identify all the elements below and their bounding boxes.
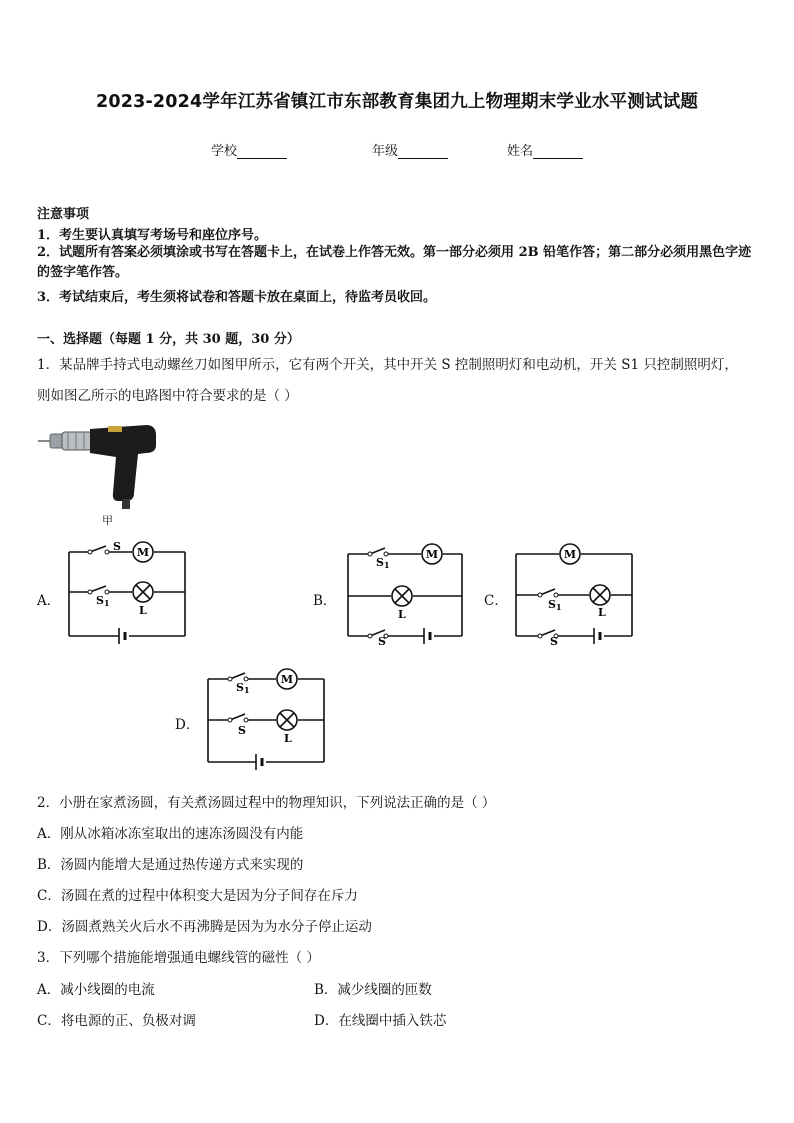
switch-s1-sub: 1 xyxy=(104,598,110,608)
circuit-b xyxy=(342,540,468,648)
q1-figure-caption: 甲 xyxy=(102,514,113,527)
q3-option-a: A．减小线圈的电流 xyxy=(37,982,155,998)
switch-s1-sub: 1 xyxy=(244,685,250,695)
lamp-label: L xyxy=(398,608,406,621)
circuit-c xyxy=(510,540,636,648)
motor-label: M xyxy=(425,548,439,561)
q2-stem: 2．小册在家煮汤圆，有关煮汤圆过程中的物理知识，下列说法正确的是（ ） xyxy=(37,795,496,811)
notice-item-2: 2．试题所有答案必须填涂或书写在答题卡上，在试卷上作答无效。第一部分必须用 2B 铅笔作答；第二部分必须用黑色字迹的签字笔作答。 xyxy=(37,245,752,280)
notice-heading: 注意事项 xyxy=(37,207,90,222)
q1-option-b-label: B． xyxy=(313,593,337,609)
motor-label: M xyxy=(136,546,150,559)
name-label: 姓名 xyxy=(507,144,534,159)
q2-option-a: A．刚从冰箱冰冻室取出的速冻汤圆没有内能 xyxy=(37,826,304,842)
q1-option-a-label: A． xyxy=(37,593,61,609)
notice-item-3: 3．考试结束后，考生须将试卷和答题卡放在桌面上，待监考员收回。 xyxy=(37,290,437,305)
motor-label: M xyxy=(280,673,294,686)
switch-s1-label: S xyxy=(376,556,384,569)
name-blank xyxy=(533,144,583,159)
q1-stem-line1: 1．某品牌手持式电动螺丝刀如图甲所示，它有两个开关，其中开关 S 控制照明灯和电动机，开关 S1 只控制照明灯， xyxy=(37,357,738,373)
grade-blank xyxy=(398,144,448,159)
switch-s1-label: S xyxy=(96,594,104,607)
grade-label: 年级 xyxy=(372,144,399,159)
page-title: 2023-2024学年江苏省镇江市东部教育集团九上物理期末学业水平测试试题 xyxy=(95,92,699,112)
switch-s-label: S xyxy=(550,635,558,648)
school-blank xyxy=(237,144,287,159)
motor-label: M xyxy=(563,548,577,561)
switch-s1-label: S xyxy=(236,681,244,694)
grade-field xyxy=(372,140,448,159)
circuit-d xyxy=(202,664,330,776)
q1-option-c-label: C． xyxy=(484,593,508,609)
switch-s-label: S xyxy=(378,635,386,648)
school-label: 学校 xyxy=(211,144,238,159)
q2-option-c: C．汤圆在煮的过程中体积变大是因为分子间存在斥力 xyxy=(37,888,358,904)
q1-option-d-label: D． xyxy=(175,717,200,733)
name-field xyxy=(507,140,583,159)
q3-option-d: D．在线圈中插入铁芯 xyxy=(314,1013,447,1029)
section-heading: 一、选择题（每题 1 分，共 30 题，30 分） xyxy=(37,332,300,347)
switch-s1-label: S xyxy=(548,598,556,611)
screwdriver-image xyxy=(38,413,160,513)
lamp-label: L xyxy=(284,732,292,745)
switch-s1-sub: 1 xyxy=(556,602,562,612)
switch-s-label: S xyxy=(238,724,246,737)
switch-s1-sub: 1 xyxy=(384,560,390,570)
switch-s-label: S xyxy=(113,540,121,553)
q2-option-d: D．汤圆煮熟关火后水不再沸腾是因为为水分子停止运动 xyxy=(37,919,372,935)
q3-option-b: B．减少线圈的匝数 xyxy=(314,982,432,998)
lamp-label: L xyxy=(598,606,606,619)
q3-option-c: C．将电源的正、负极对调 xyxy=(37,1013,196,1029)
notice-item-1: 1．考生要认真填写考场号和座位序号。 xyxy=(37,228,268,243)
q1-stem-line2: 则如图乙所示的电路图中符合要求的是（ ） xyxy=(37,388,298,404)
circuit-a xyxy=(63,538,193,646)
school-field xyxy=(211,140,287,159)
q2-option-b: B．汤圆内能增大是通过热传递方式来实现的 xyxy=(37,857,304,873)
lamp-label: L xyxy=(139,604,147,617)
q3-stem: 3．下列哪个措施能增强通电螺线管的磁性（ ） xyxy=(37,950,320,966)
